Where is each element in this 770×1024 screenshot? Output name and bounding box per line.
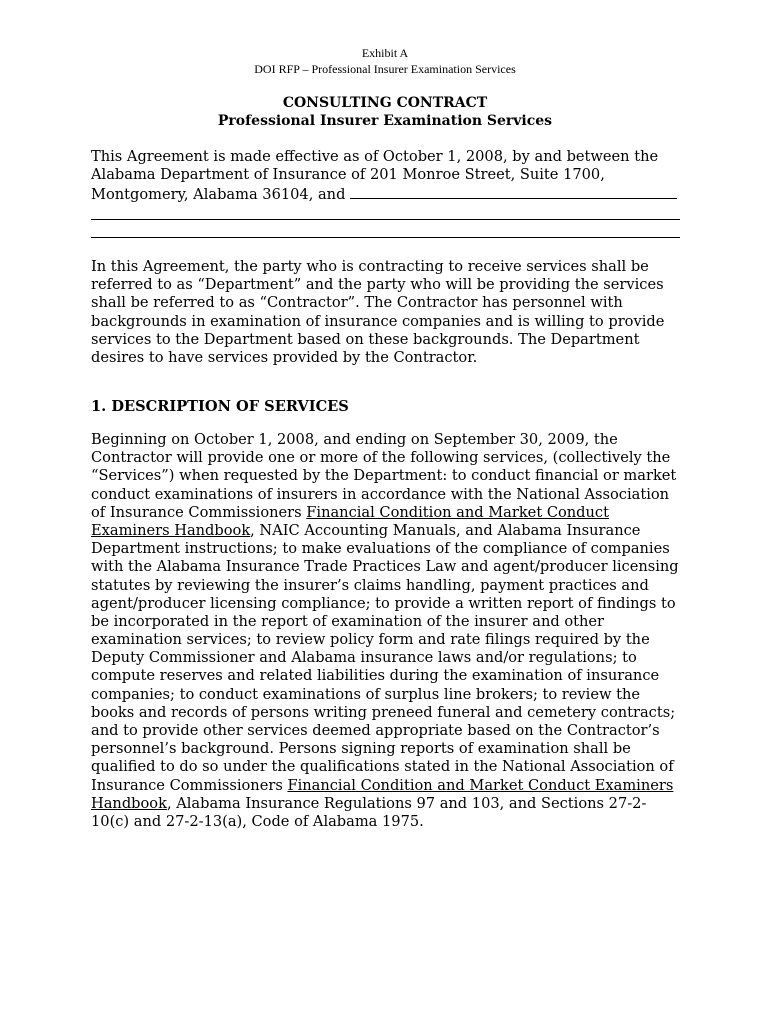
text-line: “Services”) when requested by the Department: to conduct financial or market [91,467,677,485]
text-line: This Agreement is made effective as of October 1, 2008, by and between the [91,148,659,165]
handbook-title: Financial Condition and Market Conduct [306,503,609,521]
text-line: 10(c) and 27-2-13(a), Code of Alabama 1975. [91,812,424,830]
handbook-title: Examiners Handbook [91,521,251,539]
text-line [91,795,691,813]
exhibit-label: Exhibit A [361,46,409,60]
text-line: Alabama Department of Insurance of 201 Monroe Street, Suite 1700, [91,166,605,184]
text-line: books and records of persons writing preneed funeral and cemetery contracts; [91,703,676,721]
text-line: agent/producer licensing compliance; to provide a written report of findings to [91,594,676,612]
text-line: Deputy Commissioner and Alabama insurance laws and/or regulations; to [91,649,637,667]
text-line [91,777,691,795]
text-line: Contractor will provide one or more of the following services, (collectively the [91,449,671,467]
text-line: personnel’s background. Persons signing reports of examination shall be [91,740,631,758]
text-line: services to the Department based on these backgrounds. The Department [91,330,640,348]
text-line: conduct examinations of insurers in accordance with the National Association [91,485,670,503]
text-line: examination services; to review policy form and rate filings required by the [91,631,650,649]
text-line: qualified to do so under the qualifications stated in the National Association of [91,758,674,776]
intro-paragraph [91,148,691,203]
text-line: backgrounds in examination of insurance companies and is willing to provide [91,312,665,330]
text-line: In this Agreement, the party who is contracting to receive services shall be [91,258,649,275]
text-span: , Alabama Insurance Regulations 97 and 103, and Sections 27-2- [166,794,647,812]
contractor-address-blank-2 [91,237,680,238]
text-span: Insurance Commissioners [91,776,288,794]
text-line: compute reserves and related liabilities during the examination of insurance [91,667,660,685]
text-span: , NAIC Accounting Manuals, and Alabama Insurance [250,521,641,539]
rfp-subtitle: DOI RFP – Professional Insurer Examination Services [254,62,516,76]
handbook-title: Handbook [91,794,167,812]
text-line: referred to as “Department” and the party who will be providing the services [91,276,664,294]
text-span: of Insurance Commissioners [91,503,307,521]
contractor-address-blank-1 [91,219,680,220]
handbook-title: Financial Condition and Market Conduct Examiners [287,776,674,794]
text-line [91,522,691,540]
text-line: companies; to conduct examinations of surplus line brokers; to review the [91,685,640,703]
text-line: desires to have services provided by the Contractor. [91,348,478,366]
contract-subtitle: Professional Insurer Examination Services [217,113,553,129]
text-line: shall be referred to as “Contractor”. The Contractor has personnel with [91,294,623,312]
text-line: be incorporated in the report of examination of the insurer and other [91,612,605,630]
services-paragraph [91,431,691,831]
text-line [91,184,691,202]
text-line: and to provide other services deemed appropriate based on the Contractor’s [91,722,660,739]
text-line: Beginning on October 1, 2008, and ending on September 30, 2009, the [91,431,618,448]
text-line: Department instructions; to make evaluations of the compliance of companies [91,540,670,558]
text-span: Montgomery, Alabama 36104, and [91,186,346,204]
text-line: with the Alabama Insurance Trade Practices Law and agent/producer licensing [91,558,679,576]
text-line [91,504,691,522]
definitions-paragraph [91,258,691,367]
text-line: statutes by reviewing the insurer’s claims handling, payment practices and [91,576,649,594]
contractor-name-blank [350,184,677,199]
section-heading: 1. DESCRIPTION OF SERVICES [91,398,349,415]
contract-title: CONSULTING CONTRACT [282,95,488,111]
